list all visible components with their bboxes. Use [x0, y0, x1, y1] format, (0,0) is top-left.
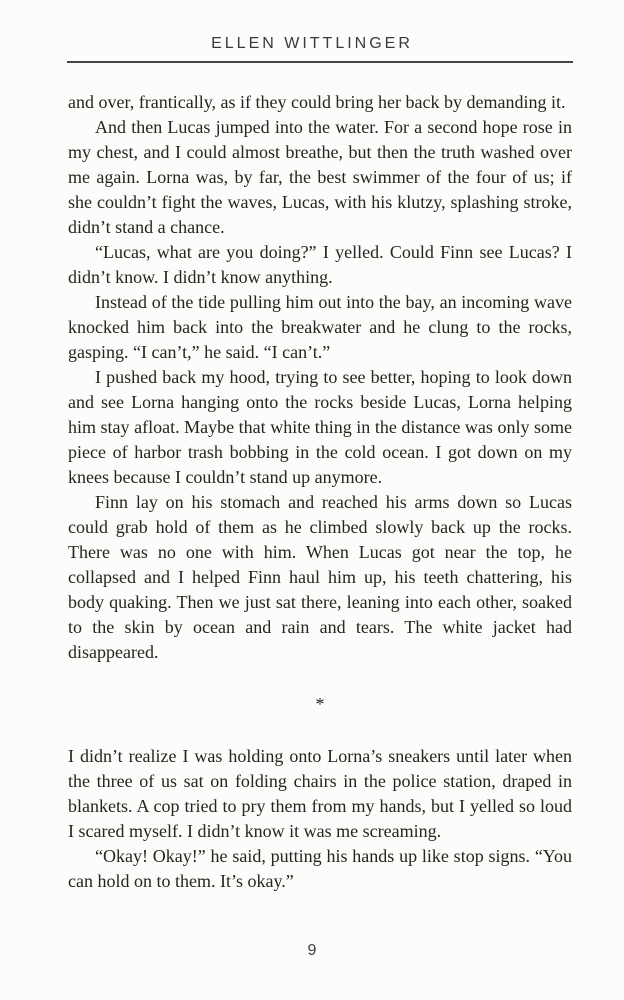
header-rule	[67, 61, 573, 63]
paragraph: Instead of the tide pulling him out into the bay, an incoming wave knocked him back into the breakwater and he clung to the rocks, gasping. “I can’t,” he said. “I can’t.”	[68, 292, 572, 362]
paragraph: and over, frantically, as if they could bring her back by demanding it.	[68, 92, 566, 112]
running-header-author: ELLEN WITTLINGER	[211, 35, 413, 52]
paragraph: “Okay! Okay!” he said, putting his hands up like stop signs. “You can hold on to them. It’s okay.”	[68, 846, 572, 891]
paragraph: And then Lucas jumped into the water. For a second hope rose in my chest, and I could almost breathe, but then the truth washed over me again. Lorna was, by far, the best swimmer of the four of us; if she couldn’t fight the waves, Lucas, with his klutzy, splashing stroke, didn’t stand a chance.	[68, 117, 572, 237]
paragraph: I didn’t realize I was holding onto Lorna’s sneakers until later when the three of us sat on folding chairs in the police station, draped in blankets. A cop tried to pry them from my hands, but I yelled so loud I scared myself. I didn’t know it was me screaming.	[68, 746, 572, 841]
page-body-text	[68, 90, 572, 894]
paragraph: Finn lay on his stomach and reached his arms down so Lucas could grab hold of them as he climbed slowly back up the rocks. There was no one with him. When Lucas got near the top, he collapsed and I helped Finn haul him up, his teeth chattering, his body quaking. Then we just sat there, leaning into each other, soaked to the skin by ocean and rain and tears. The white jacket had disappeared.	[68, 492, 572, 662]
section-break-asterisk: *	[315, 694, 325, 714]
page-number: 9	[307, 942, 317, 959]
paragraph: “Lucas, what are you doing?” I yelled. Could Finn see Lucas? I didn’t know. I didn’t know anything.	[68, 242, 572, 287]
paragraph: I pushed back my hood, trying to see better, hoping to look down and see Lorna hanging onto the rocks beside Lucas, Lorna helping him stay afloat. Maybe that white thing in the distance was only some piece of harbor trash bobbing in the cold ocean. I got down on my knees because I couldn’t stand up anymore.	[68, 367, 572, 487]
